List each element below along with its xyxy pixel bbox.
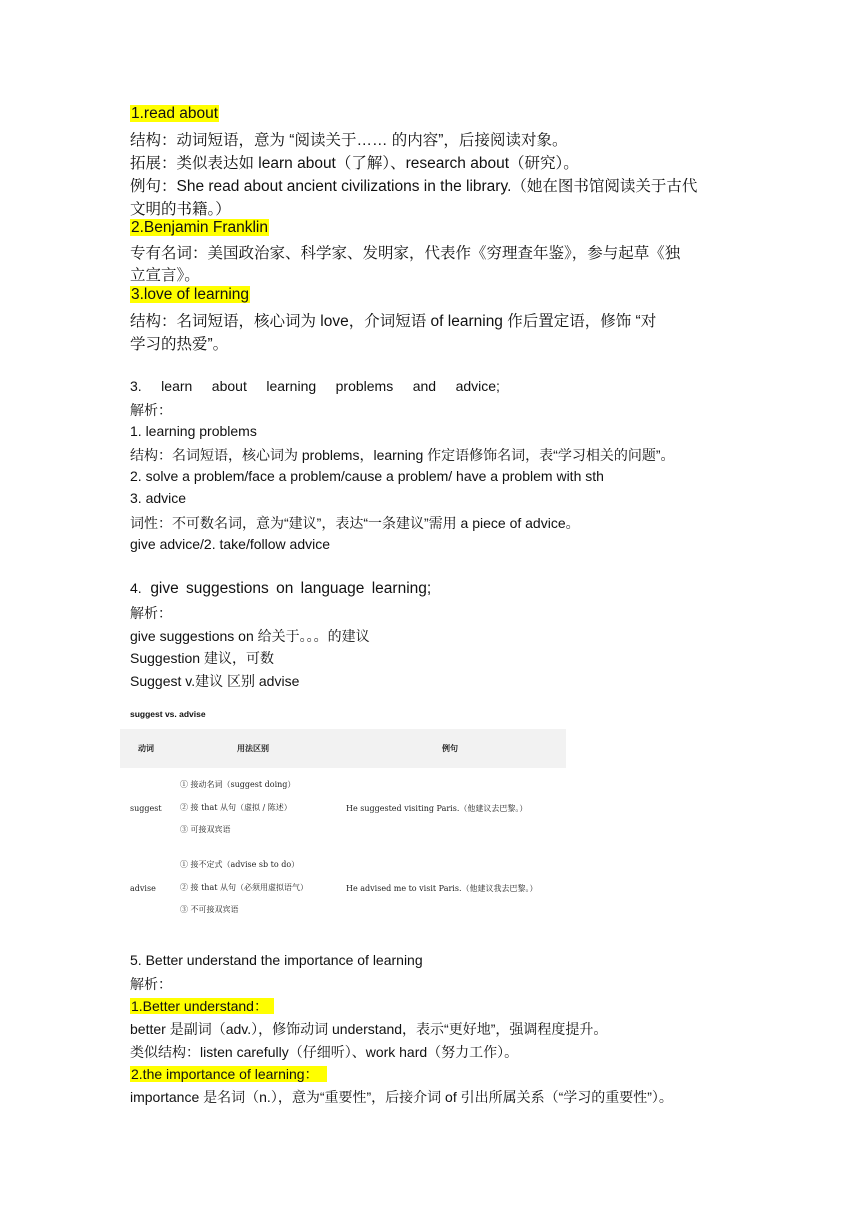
heading-importance — [130, 1064, 327, 1084]
table-title: suggest vs. advise — [130, 709, 206, 719]
heading-better-understand — [130, 996, 274, 1016]
text-line: 结构：名词短语，核心词为 love，介词短语 of learning 作后置定语，修饰 “对 — [130, 313, 657, 330]
table-header-row — [120, 729, 566, 768]
comparison-table — [120, 729, 566, 928]
heading-word: about — [211, 378, 247, 394]
highlight: 2.the importance of learning： — [130, 1066, 327, 1082]
text-line: better 是副词（adv.），修饰动词 understand，表示“更好地”，强调程度提升。 — [130, 1021, 608, 1037]
heading-word: 3. — [130, 378, 142, 394]
usage-item: ③ 可接双宾语 — [180, 825, 231, 835]
heading-word: advice; — [455, 378, 500, 394]
jiexi-label: 解析： — [130, 402, 172, 418]
text-line: 词性：不可数名词，意为“建议”，表达“一条建议”需用 a piece of advice。 — [130, 515, 580, 531]
heading-word: learn — [161, 378, 193, 394]
text-line: give advice/2. take/follow advice — [130, 536, 330, 552]
heading-text: give suggestions on language learning; — [150, 580, 432, 597]
heading-benjamin-franklin — [130, 219, 269, 237]
section-3-heading — [130, 378, 500, 394]
table-row — [120, 848, 566, 928]
heading-word: and — [412, 378, 437, 394]
text-line: 例句：She read about ancient civilizations in the library.（她在图书馆阅读关于古代 — [130, 178, 698, 195]
text-line: 3. advice — [130, 490, 187, 506]
text-line: 拓展：类似表达如 learn about（了解）、research about（研究）。 — [130, 155, 579, 172]
text-line: 专有名词：美国政治家、科学家、发明家，代表作《穷理查年鉴》，参与起草《独 — [130, 245, 681, 262]
text-line: 学习的热爱”。 — [130, 336, 229, 353]
text-line: 类似结构：listen carefully（仔细听）、work hard（努力工作）。 — [130, 1044, 519, 1060]
text-line: 文明的书籍。） — [130, 201, 231, 218]
text-line: Suggest v.建议 区别 advise — [130, 673, 300, 689]
example-cell: He advised me to visit Paris.（他建议我去巴黎。） — [346, 883, 538, 893]
text-line: Suggestion 建议，可数 — [130, 650, 274, 666]
usage-item: ① 接不定式（advise sb to do） — [180, 860, 300, 870]
section-number: 4. — [130, 580, 142, 596]
text-line: 结构：动词短语，意为 “阅读关于…… 的内容”，后接阅读对象。 — [130, 132, 568, 149]
text-line: importance 是名词（n.），意为“重要性”，后接介词 of 引出所属关系（“学习的重要性”）。 — [130, 1089, 673, 1105]
usage-cell — [172, 768, 334, 848]
section-5-heading: 5. Better understand the importance of learning — [130, 952, 423, 968]
highlight: 1.Better understand： — [130, 998, 274, 1014]
usage-item: ① 接动名词（suggest doing） — [180, 780, 296, 790]
column-header: 例句 — [334, 729, 566, 768]
text-line: 结构：名词短语，核心词为 problems，learning 作定语修饰名词，表“学习相关的问题”。 — [130, 447, 675, 463]
verb-cell: advise — [130, 883, 156, 893]
table-row — [120, 768, 566, 848]
text-line: 立宣言》。 — [130, 267, 200, 284]
jiexi-label: 解析： — [130, 976, 172, 992]
example-cell: He suggested visiting Paris.（他建议去巴黎。） — [346, 803, 528, 813]
highlight: 3.love of learning — [131, 286, 250, 303]
text-line: 2. solve a problem/face a problem/cause a problem/ have a problem with sth — [130, 468, 604, 484]
column-header: 动词 — [120, 729, 172, 768]
text-line: give suggestions on 给关于。。。的建议 — [130, 628, 370, 644]
highlight: 1.read about — [131, 105, 219, 122]
column-header: 用法区别 — [172, 729, 334, 768]
text-line: 1. learning problems — [130, 423, 257, 439]
section-4-heading — [130, 580, 431, 598]
heading-word: problems — [335, 378, 394, 394]
usage-item: ③ 不可接双宾语 — [180, 905, 239, 915]
verb-cell: suggest — [130, 803, 162, 813]
usage-item: ② 接 that 从句（必须用虚拟语气） — [180, 882, 308, 892]
heading-love-of-learning — [130, 286, 250, 304]
usage-cell — [172, 848, 334, 928]
heading-read-about — [130, 105, 219, 123]
heading-word: learning — [266, 378, 317, 394]
highlight: 2.Benjamin Franklin — [131, 219, 268, 236]
jiexi-label: 解析： — [130, 605, 172, 621]
usage-item: ② 接 that 从句（虚拟 / 陈述） — [180, 802, 292, 812]
